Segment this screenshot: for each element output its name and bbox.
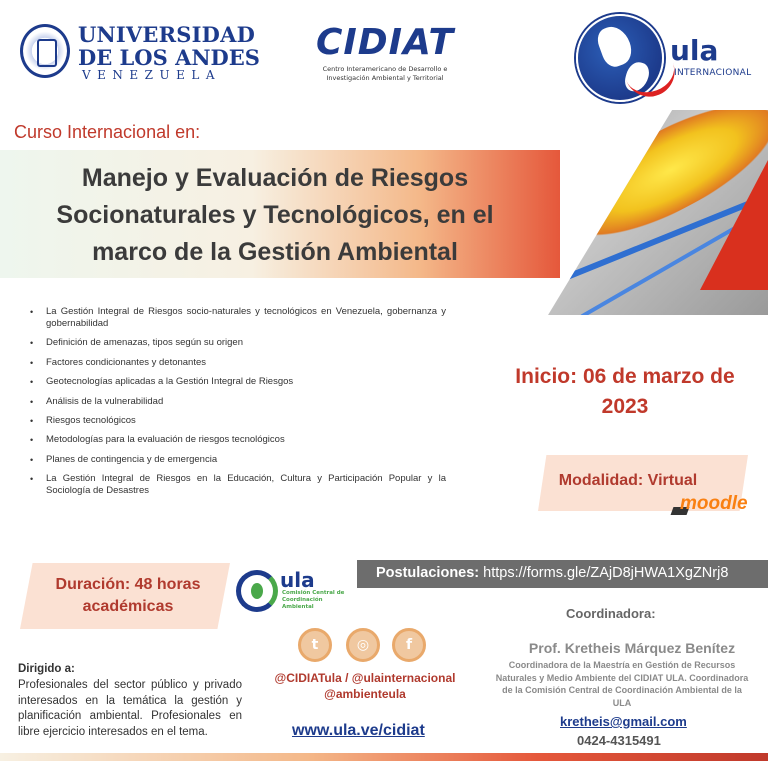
ula-int-wordmark: ula — [670, 34, 719, 67]
comision-wordmark: ula — [280, 568, 315, 592]
coordinator-phone: 0424-4315491 — [577, 733, 661, 748]
topics-list — [30, 306, 446, 505]
applications-label: Postulaciones: — [376, 565, 480, 581]
applications-link[interactable]: https://forms.gle/ZAjD8jHWA1XgZNrj8 — [483, 565, 729, 581]
facebook-icon[interactable]: f — [392, 628, 426, 662]
comision-subtitle: Comisión Central de Coordinación Ambiental — [282, 590, 345, 610]
website-link[interactable]: www.ula.ve/cidiat — [292, 722, 425, 739]
topic-item: • Análisis de la vulnerabilidad — [30, 396, 446, 408]
cidiat-subtitle: Centro Interamericano de Desarrollo e Investigación Ambiental y Territorial — [322, 65, 448, 82]
ula-name-line2: DE LOS ANDES — [78, 45, 260, 70]
ula-seal-icon — [20, 24, 70, 78]
topic-item: • La Gestión Integral de Riesgos en la Educación, Cultura y Participación Popular y la Sociología de Desastres — [30, 473, 446, 497]
coordinator-name: Prof. Kretheis Márquez Benítez — [528, 640, 736, 656]
ula-int-subtitle: INTERNACIONAL — [674, 68, 752, 78]
topic-item: • La Gestión Integral de Riesgos socio-naturales y tecnológicos en Venezuela, gobernanza y gobernabilidad — [30, 306, 446, 330]
bottom-gradient-bar — [0, 753, 768, 761]
cidiat-logo — [310, 24, 460, 83]
coordinator-description: Coordinadora de la Maestría en Gestión de Recursos Naturales y Medio Ambiente del CIDIAT ULA. Coordinadora de la Comisión Central de Coordinación Ambiental de la ULA — [495, 660, 749, 708]
ula-name-line1: UNIVERSIDAD — [78, 22, 255, 47]
comision-logo — [236, 568, 346, 618]
coordinator-email[interactable]: kretheis@gmail.com — [560, 714, 687, 729]
ula-logo — [20, 22, 260, 82]
moodle-logo: moodle — [680, 493, 748, 514]
social-icons — [298, 628, 428, 664]
course-title: Manejo y Evaluación de Riesgos Socionaturales y Tecnológicos, en el marco de la Gestión Ambiental — [56, 164, 494, 266]
social-handles: @CIDIATula / @ulainternacional @ambienteula — [274, 671, 456, 701]
audience-text: Profesionales del sector público y privado interesados en la temática la gestión y planificación ambiental. Profesionales en libre ejercicio interesados en el tema. — [18, 679, 242, 738]
cidiat-wordmark: CIDIAT — [315, 22, 455, 63]
applications-line — [376, 565, 728, 581]
ula-internacional-logo — [570, 10, 755, 105]
modality-label: Modalidad: Virtual — [558, 472, 698, 489]
duration-label: Duración: 48 horas académicas — [55, 576, 201, 615]
topic-item: • Definición de amenazas, tipos según su origen — [30, 337, 446, 349]
twitter-icon[interactable]: t — [298, 628, 332, 662]
ula-name-line3: VENEZUELA — [82, 68, 222, 82]
topic-item: • Planes de contingencia y de emergencia — [30, 454, 446, 466]
topic-item: • Geotecnologías aplicadas a la Gestión Integral de Riesgos — [30, 376, 446, 388]
coordinator-label: Coordinadora: — [566, 606, 656, 621]
topic-item: • Metodologías para la evaluación de riesgos tecnológicos — [30, 434, 446, 446]
course-label: Curso Internacional en: — [14, 122, 201, 142]
comision-icon — [236, 570, 278, 612]
topic-item: • Factores condicionantes y detonantes — [30, 357, 446, 369]
topic-item: • Riesgos tecnológicos — [30, 415, 446, 427]
instagram-icon[interactable]: ◎ — [346, 628, 380, 662]
start-date: Inicio: 06 de marzo de 2023 — [515, 365, 735, 418]
audience-label: Dirigido a: — [18, 663, 75, 675]
